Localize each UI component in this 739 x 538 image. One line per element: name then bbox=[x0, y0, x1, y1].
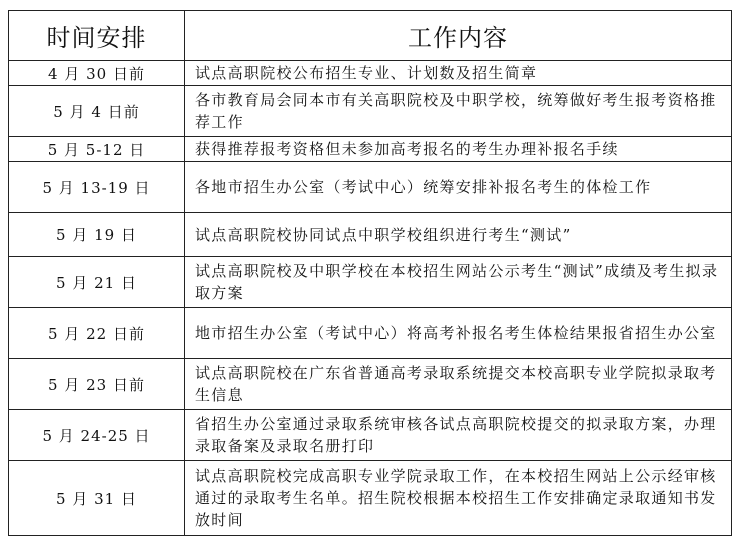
work-cell: 试点高职院校及中职学校在本校招生网站公示考生“测试”成绩及考生拟录取方案 bbox=[185, 257, 732, 308]
table-row bbox=[9, 86, 732, 137]
table-row bbox=[9, 137, 732, 162]
date-cell: 5 月 22 日前 bbox=[9, 308, 185, 359]
date-cell: 5 月 24-25 日 bbox=[9, 410, 185, 461]
schedule-table bbox=[8, 10, 732, 536]
work-cell: 各地市招生办公室（考试中心）统筹安排补报名考生的体检工作 bbox=[185, 162, 732, 213]
table-row bbox=[9, 359, 732, 410]
work-cell: 试点高职院校协同试点中职学校组织进行考生“测试” bbox=[185, 213, 732, 257]
table-row bbox=[9, 410, 732, 461]
date-cell: 5 月 31 日 bbox=[9, 461, 185, 536]
work-cell: 省招生办公室通过录取系统审核各试点高职院校提交的拟录取方案，办理录取备案及录取名册打印 bbox=[185, 410, 732, 461]
table-row bbox=[9, 162, 732, 213]
date-cell: 5 月 21 日 bbox=[9, 257, 185, 308]
table-row bbox=[9, 461, 732, 536]
date-cell: 4 月 30 日前 bbox=[9, 61, 185, 86]
header-row bbox=[9, 11, 732, 61]
date-cell: 5 月 19 日 bbox=[9, 213, 185, 257]
work-cell: 试点高职院校公布招生专业、计划数及招生简章 bbox=[185, 61, 732, 86]
date-cell: 5 月 5-12 日 bbox=[9, 137, 185, 162]
date-cell: 5 月 4 日前 bbox=[9, 86, 185, 137]
table-row bbox=[9, 61, 732, 86]
work-cell: 获得推荐报考资格但未参加高考报名的考生办理补报名手续 bbox=[185, 137, 732, 162]
work-cell: 试点高职院校在广东省普通高考录取系统提交本校高职专业学院拟录取考生信息 bbox=[185, 359, 732, 410]
table-row bbox=[9, 308, 732, 359]
table-row bbox=[9, 213, 732, 257]
work-cell: 地市招生办公室（考试中心）将高考补报名考生体检结果报省招生办公室 bbox=[185, 308, 732, 359]
table-row bbox=[9, 257, 732, 308]
date-cell: 5 月 23 日前 bbox=[9, 359, 185, 410]
header-work: 工作内容 bbox=[185, 11, 732, 61]
work-cell: 各市教育局会同本市有关高职院校及中职学校，统筹做好考生报考资格推荐工作 bbox=[185, 86, 732, 137]
work-cell: 试点高职院校完成高职专业学院录取工作，在本校招生网站上公示经审核通过的录取考生名单。招生院校根据本校招生工作安排确定录取通知书发放时间 bbox=[185, 461, 732, 536]
header-time: 时间安排 bbox=[9, 11, 185, 61]
date-cell: 5 月 13-19 日 bbox=[9, 162, 185, 213]
